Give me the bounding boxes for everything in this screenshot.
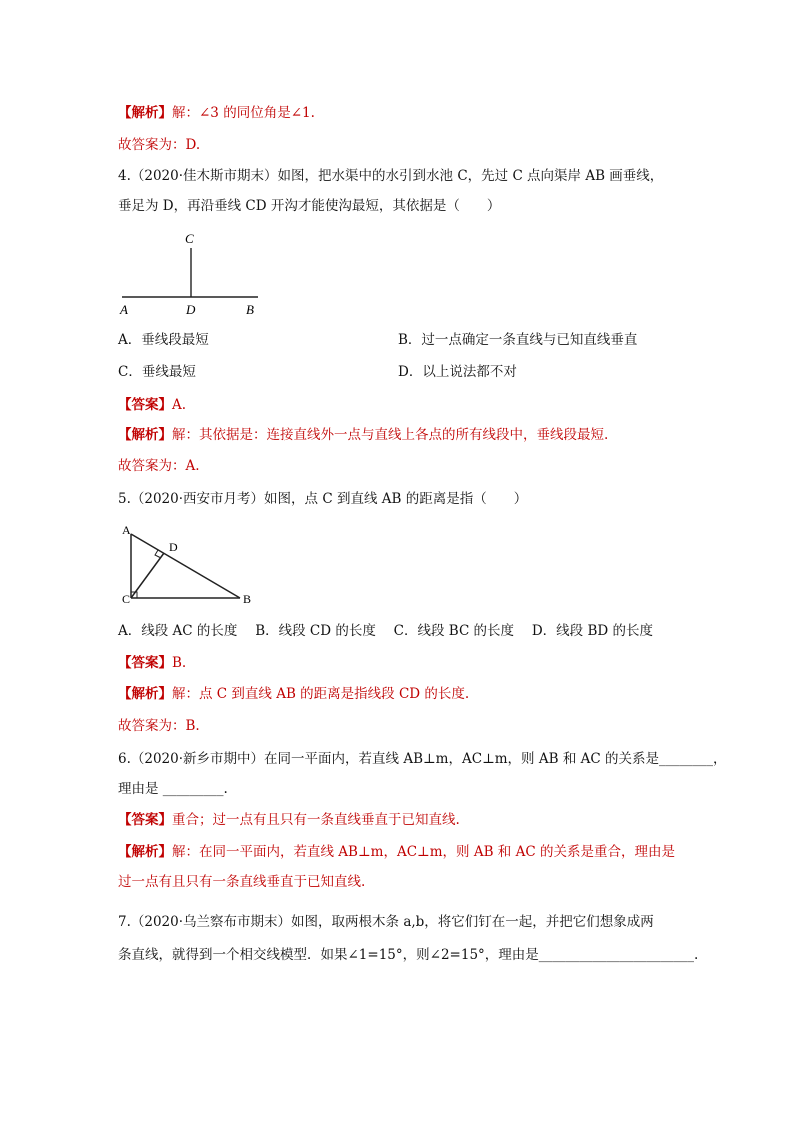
analysis-tag: 【解析】: [118, 427, 172, 443]
q5-label-a: A: [122, 523, 131, 537]
q4-analysis-line: [118, 426, 608, 444]
q4-answer-line: [118, 396, 186, 414]
q4-label-c: C: [185, 231, 194, 246]
q4-option-a: A．垂线段最短: [118, 332, 209, 348]
answer-text: B.: [172, 655, 187, 671]
analysis-text: 解：∠3 的同位角是∠1.: [172, 105, 315, 121]
analysis-tag: 【解析】: [118, 844, 172, 860]
q4-figure: [118, 228, 268, 320]
answer-tag: 【答案】: [118, 812, 172, 828]
q3-analysis-line: [118, 104, 315, 122]
answer-tag: 【答案】: [118, 397, 172, 413]
q6-stem-line-1: 6.（2020·新乡市期中）在同一平面内，若直线 AB⊥m，AC⊥m，则 AB 和 AC 的关系是________，: [118, 751, 727, 767]
q5-analysis-line: [118, 685, 469, 703]
analysis-text: 解：其依据是：连接直线外一点与直线上各点的所有线段中，垂线段最短.: [172, 427, 609, 443]
analysis-tag: 【解析】: [118, 105, 172, 121]
q5-label-d: D: [169, 540, 178, 554]
q5-stem-line-1: 5.（2020·西安市月考）如图，点 C 到直线 AB 的距离是指（ ）: [118, 491, 528, 507]
q5-options: A．线段 AC 的长度 B．线段 CD 的长度 C．线段 BC 的长度 D．线段 BD 的长度: [118, 623, 654, 639]
q4-stem-line-1: 4.（2020·佳木斯市期末）如图，把水渠中的水引到水池 C，先过 C 点向渠岸 AB 画垂线，: [118, 168, 664, 184]
q5-label-c: C: [122, 592, 131, 606]
q5-figure: [118, 520, 268, 612]
analysis-text: 解：点 C 到直线 AB 的距离是指线段 CD 的长度.: [172, 686, 470, 702]
q6-answer-line: [118, 811, 460, 829]
q6-stem-line-2: 理由是 _________.: [118, 781, 228, 797]
q6-analysis-line-2: 过一点有且只有一条直线垂直于已知直线.: [118, 874, 366, 890]
q4-label-a: A: [120, 302, 128, 317]
q4-stem-line-2: 垂足为 D，再沿垂线 CD 开沟才能使沟最短，其依据是（ ）: [118, 198, 501, 214]
analysis-text: 解：在同一平面内，若直线 AB⊥m，AC⊥m，则 AB 和 AC 的关系是重合，理由是: [172, 844, 675, 860]
q4-option-d: D．以上说法都不对: [398, 364, 517, 380]
q7-stem-line-1: 7.（2020·乌兰察布市期末）如图，取两根木条 a,b，将它们钉在一起，并把它们想象成两: [118, 914, 654, 930]
q5-label-b: B: [243, 592, 252, 606]
q6-analysis-line-1: [118, 843, 675, 861]
q3-answer-line: 故答案为：D.: [118, 137, 201, 153]
answer-text: A.: [172, 397, 187, 413]
analysis-tag: 【解析】: [118, 686, 172, 702]
q4-label-d: D: [186, 302, 196, 317]
answer-tag: 【答案】: [118, 655, 172, 671]
answer-text: 重合；过一点有且只有一条直线垂直于已知直线.: [172, 812, 460, 828]
q4-label-b: B: [246, 302, 254, 317]
q5-final-answer: 故答案为：B.: [118, 718, 200, 734]
q7-stem-line-2: 条直线，就得到一个相交线模型．如果∠1=15°，则∠2=15°，理由是_______________________.: [118, 947, 699, 963]
q4-final-answer: 故答案为：A.: [118, 458, 200, 474]
q4-option-c: C．垂线最短: [118, 364, 196, 380]
q5-answer-line: [118, 654, 186, 672]
q4-option-b: B．过一点确定一条直线与已知直线垂直: [398, 332, 638, 348]
